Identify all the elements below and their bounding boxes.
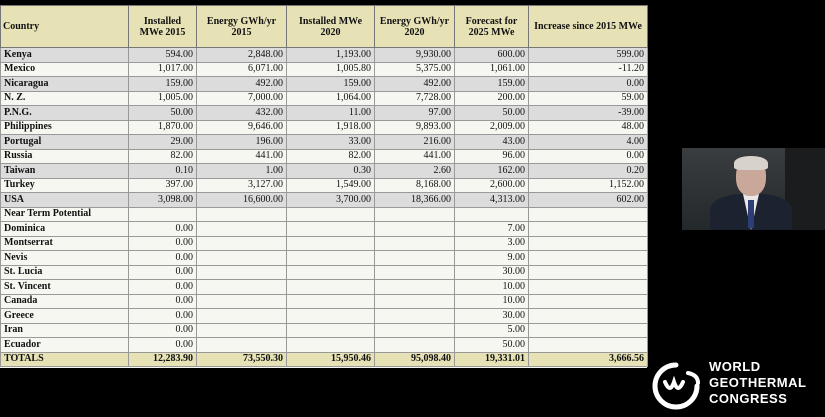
empty-cell	[455, 207, 529, 222]
value-cell: 1,918.00	[287, 120, 375, 135]
value-cell: 1,061.00	[455, 62, 529, 77]
value-cell: 0.00	[129, 222, 197, 237]
value-cell: -39.00	[529, 106, 648, 121]
country-cell: Dominica	[1, 222, 129, 237]
value-cell: 96.00	[455, 149, 529, 164]
value-cell	[287, 222, 375, 237]
value-cell: 9.00	[455, 251, 529, 266]
value-cell	[197, 323, 287, 338]
country-cell: Nevis	[1, 251, 129, 266]
value-cell: 82.00	[129, 149, 197, 164]
value-cell	[287, 309, 375, 324]
value-cell: 97.00	[375, 106, 455, 121]
value-cell	[287, 294, 375, 309]
value-cell: 1,005.00	[129, 91, 197, 106]
value-cell: 30.00	[455, 265, 529, 280]
value-cell	[529, 309, 648, 324]
value-cell: 0.00	[129, 236, 197, 251]
value-cell: 7.00	[455, 222, 529, 237]
table-row	[1, 120, 648, 135]
value-cell: 30.00	[455, 309, 529, 324]
value-cell: 432.00	[197, 106, 287, 121]
value-cell	[197, 294, 287, 309]
value-cell: 6,071.00	[197, 62, 287, 77]
value-cell: 0.00	[129, 309, 197, 324]
value-cell: 59.00	[529, 91, 648, 106]
value-cell	[197, 280, 287, 295]
value-cell: -11.20	[529, 62, 648, 77]
country-cell: P.N.G.	[1, 106, 129, 121]
value-cell	[287, 236, 375, 251]
table-row	[1, 294, 648, 309]
country-cell: Portugal	[1, 135, 129, 150]
value-cell: 3,666.56	[529, 352, 648, 367]
header-country: Country	[1, 6, 129, 48]
header-installed-2015: Installed MWe 2015	[129, 6, 197, 48]
value-cell	[529, 251, 648, 266]
table-row	[1, 149, 648, 164]
value-cell: 10.00	[455, 294, 529, 309]
table-row	[1, 178, 648, 193]
value-cell	[529, 323, 648, 338]
logo-line-world: WORLD	[709, 359, 761, 374]
country-cell: N. Z.	[1, 91, 129, 106]
value-cell	[375, 294, 455, 309]
value-cell	[375, 309, 455, 324]
totals-row	[1, 352, 648, 367]
table-row	[1, 251, 648, 266]
value-cell	[375, 265, 455, 280]
country-cell: Mexico	[1, 62, 129, 77]
logo-line-geothermal: GEOTHERMAL	[709, 375, 807, 390]
value-cell: 599.00	[529, 48, 648, 63]
country-cell: Ecuador	[1, 338, 129, 353]
logo-line-congress: CONGRESS	[709, 391, 788, 406]
value-cell: 19,331.01	[455, 352, 529, 367]
country-cell: USA	[1, 193, 129, 208]
value-cell	[375, 338, 455, 353]
table-row	[1, 77, 648, 92]
value-cell: 162.00	[455, 164, 529, 179]
value-cell: 441.00	[375, 149, 455, 164]
value-cell	[197, 236, 287, 251]
empty-cell	[197, 207, 287, 222]
value-cell: 492.00	[197, 77, 287, 92]
country-cell: Greece	[1, 309, 129, 324]
value-cell: 1,870.00	[129, 120, 197, 135]
empty-cell	[129, 207, 197, 222]
table-body	[1, 48, 648, 367]
value-cell: 3,098.00	[129, 193, 197, 208]
value-cell: 4,313.00	[455, 193, 529, 208]
value-cell: 3,127.00	[197, 178, 287, 193]
value-cell: 1,064.00	[287, 91, 375, 106]
value-cell: 1.00	[197, 164, 287, 179]
value-cell: 0.00	[129, 251, 197, 266]
value-cell: 3,700.00	[287, 193, 375, 208]
value-cell: 18,366.00	[375, 193, 455, 208]
value-cell: 441.00	[197, 149, 287, 164]
value-cell: 216.00	[375, 135, 455, 150]
value-cell: 492.00	[375, 77, 455, 92]
value-cell	[529, 280, 648, 295]
near-term-potential-row	[1, 207, 648, 222]
table-row	[1, 265, 648, 280]
value-cell: 50.00	[455, 106, 529, 121]
header-increase: Increase since 2015 MWe	[529, 6, 648, 48]
header-energy-2020: Energy GWh/yr 2020	[375, 6, 455, 48]
value-cell	[197, 222, 287, 237]
country-cell: Russia	[1, 149, 129, 164]
value-cell: 15,950.46	[287, 352, 375, 367]
country-cell: St. Vincent	[1, 280, 129, 295]
table-row	[1, 164, 648, 179]
table-header-row	[1, 6, 648, 48]
table-row	[1, 309, 648, 324]
value-cell: 1,152.00	[529, 178, 648, 193]
value-cell	[287, 280, 375, 295]
value-cell: 16,600.00	[197, 193, 287, 208]
value-cell	[375, 222, 455, 237]
value-cell: 10.00	[455, 280, 529, 295]
value-cell: 3.00	[455, 236, 529, 251]
value-cell: 200.00	[455, 91, 529, 106]
value-cell: 29.00	[129, 135, 197, 150]
value-cell: 0.00	[129, 338, 197, 353]
value-cell	[197, 338, 287, 353]
table-row	[1, 62, 648, 77]
table-row	[1, 323, 648, 338]
value-cell: 9,646.00	[197, 120, 287, 135]
country-cell: Nicaragua	[1, 77, 129, 92]
empty-cell	[375, 207, 455, 222]
value-cell: 1,017.00	[129, 62, 197, 77]
value-cell	[375, 236, 455, 251]
table-row	[1, 135, 648, 150]
value-cell	[197, 309, 287, 324]
value-cell: 397.00	[129, 178, 197, 193]
country-cell: St. Lucia	[1, 265, 129, 280]
value-cell: 0.20	[529, 164, 648, 179]
value-cell: 159.00	[455, 77, 529, 92]
value-cell: 12,283.90	[129, 352, 197, 367]
value-cell: 0.00	[129, 323, 197, 338]
value-cell	[287, 251, 375, 266]
value-cell	[529, 294, 648, 309]
value-cell: 1,005.80	[287, 62, 375, 77]
value-cell	[375, 280, 455, 295]
wgc-logo-icon	[648, 361, 704, 411]
value-cell: 1,193.00	[287, 48, 375, 63]
value-cell	[529, 222, 648, 237]
header-installed-2020: Installed MWe 2020	[287, 6, 375, 48]
country-cell: TOTALS	[1, 352, 129, 367]
value-cell: 602.00	[529, 193, 648, 208]
value-cell: 196.00	[197, 135, 287, 150]
country-cell: Turkey	[1, 178, 129, 193]
table-row	[1, 193, 648, 208]
table-row	[1, 222, 648, 237]
value-cell: 2,009.00	[455, 120, 529, 135]
country-cell: Kenya	[1, 48, 129, 63]
table-row	[1, 338, 648, 353]
value-cell: 0.00	[129, 280, 197, 295]
presenter-video-thumbnail	[682, 148, 825, 230]
country-cell: Canada	[1, 294, 129, 309]
value-cell: 7,728.00	[375, 91, 455, 106]
value-cell: 2.60	[375, 164, 455, 179]
country-cell: Iran	[1, 323, 129, 338]
value-cell: 2,848.00	[197, 48, 287, 63]
value-cell	[375, 323, 455, 338]
table-row	[1, 236, 648, 251]
value-cell: 8,168.00	[375, 178, 455, 193]
value-cell: 0.10	[129, 164, 197, 179]
value-cell: 9,893.00	[375, 120, 455, 135]
value-cell: 2,600.00	[455, 178, 529, 193]
value-cell: 7,000.00	[197, 91, 287, 106]
value-cell: 159.00	[287, 77, 375, 92]
section-label: Near Term Potential	[1, 207, 129, 222]
value-cell: 43.00	[455, 135, 529, 150]
empty-cell	[529, 207, 648, 222]
value-cell	[529, 265, 648, 280]
header-energy-2015: Energy GWh/yr 2015	[197, 6, 287, 48]
value-cell: 159.00	[129, 77, 197, 92]
value-cell: 50.00	[455, 338, 529, 353]
value-cell	[287, 323, 375, 338]
table-row	[1, 280, 648, 295]
world-geothermal-congress-logo	[646, 355, 825, 417]
value-cell	[287, 265, 375, 280]
value-cell: 50.00	[129, 106, 197, 121]
value-cell: 0.00	[529, 77, 648, 92]
value-cell	[197, 251, 287, 266]
table-row	[1, 48, 648, 63]
country-cell: Philippines	[1, 120, 129, 135]
header-forecast-2025: Forecast for 2025 MWe	[455, 6, 529, 48]
value-cell: 33.00	[287, 135, 375, 150]
value-cell	[287, 338, 375, 353]
value-cell	[197, 265, 287, 280]
table-row	[1, 106, 648, 121]
value-cell	[529, 236, 648, 251]
value-cell: 0.00	[529, 149, 648, 164]
slide	[0, 5, 647, 368]
value-cell: 95,098.40	[375, 352, 455, 367]
empty-cell	[287, 207, 375, 222]
value-cell: 11.00	[287, 106, 375, 121]
value-cell	[375, 251, 455, 266]
value-cell: 82.00	[287, 149, 375, 164]
table-row	[1, 91, 648, 106]
value-cell: 5.00	[455, 323, 529, 338]
country-cell: Taiwan	[1, 164, 129, 179]
value-cell: 4.00	[529, 135, 648, 150]
value-cell: 0.30	[287, 164, 375, 179]
geothermal-capacity-table	[0, 5, 648, 367]
value-cell: 594.00	[129, 48, 197, 63]
value-cell	[529, 338, 648, 353]
value-cell: 73,550.30	[197, 352, 287, 367]
country-cell: Montserrat	[1, 236, 129, 251]
value-cell: 0.00	[129, 294, 197, 309]
value-cell: 0.00	[129, 265, 197, 280]
value-cell: 9,930.00	[375, 48, 455, 63]
value-cell: 600.00	[455, 48, 529, 63]
value-cell: 1,549.00	[287, 178, 375, 193]
value-cell: 5,375.00	[375, 62, 455, 77]
value-cell: 48.00	[529, 120, 648, 135]
